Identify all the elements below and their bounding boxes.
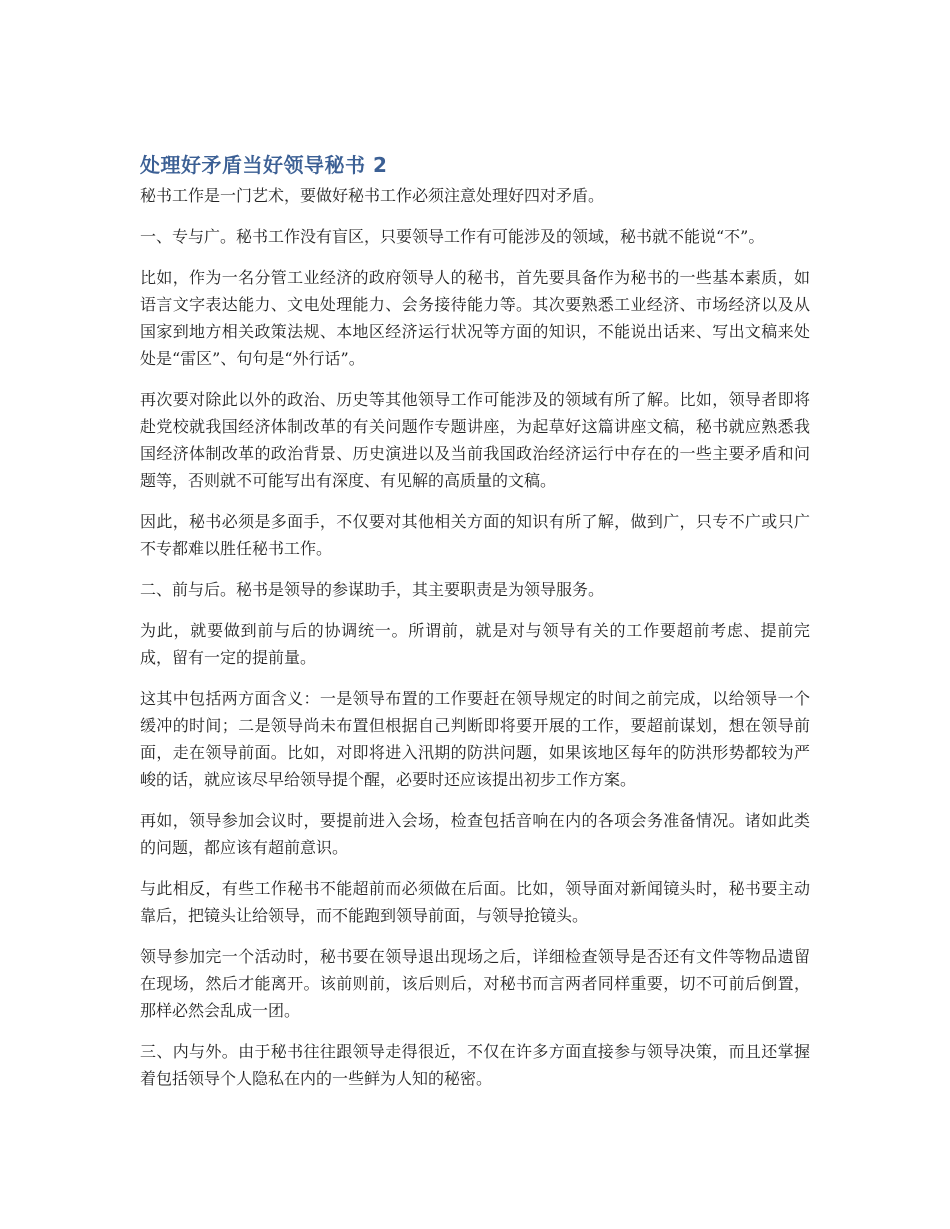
- paragraph-6: 二、前与后。秘书是领导的参谋助手，其主要职责是为领导服务。: [140, 580, 605, 599]
- paragraph-9: 再如，领导参加会议时，要提前进入会场，检查包括音响在内的各项会务准备情况。诸如此类的问题，都应该有超前意识。: [140, 811, 810, 857]
- paragraph-10: 与此相反，有些工作秘书不能超前而必须做在后面。比如，领导面对新闻镜头时，秘书要主动靠后，把镜头让给领导，而不能跑到领导前面，与领导抢镜头。: [140, 879, 810, 925]
- paragraph-12: 三、内与外。由于秘书往往跟领导走得很近，不仅在许多方面直接参与领导决策，而且还掌握着包括领导个人隐私在内的一些鲜为人知的秘密。: [140, 1042, 810, 1088]
- paragraph-3: 比如，作为一名分管工业经济的政府领导人的秘书，首先要具备作为秘书的一些基本素质，如语言文字表达能力、文电处理能力、会务接待能力等。其次要熟悉工业经济、市场经济以及从国家到地方相关政策法规、本地区经济运行状况等方面的知识，不能说出话来、写出文稿来处处是“雷区”、句句是“外行话”。: [140, 268, 810, 368]
- paragraph-1: 秘书工作是一门艺术，要做好秘书工作必须注意处理好四对矛盾。: [140, 186, 605, 205]
- paragraph-4: 再次要对除此以外的政治、历史等其他领导工作可能涉及的领域有所了解。比如，领导者即将赴党校就我国经济体制改革的有关问题作专题讲座，为起草好这篇讲座文稿，秘书就应熟悉我国经济体制改革的政治背景、历史演进以及当前我国政治经济运行中存在的一些主要矛盾和问题等，否则就不可能写出有深度、有见解的高质量的文稿。: [140, 390, 810, 490]
- paragraph-5: 因此，秘书必须是多面手，不仅要对其他相关方面的知识有所了解，做到广，只专不广或只广不专都难以胜任秘书工作。: [140, 512, 810, 558]
- document-page: [140, 150, 810, 1106]
- paragraph-7: 为此，就要做到前与后的协调统一。所谓前，就是对与领导有关的工作要超前考虑、提前完成，留有一定的提前量。: [140, 621, 810, 667]
- document-title: 处理好矛盾当好领导秘书 2: [140, 153, 388, 177]
- paragraph-2: 一、专与广。秘书工作没有盲区，只要领导工作有可能涉及的领域，秘书就不能说“不”。: [140, 227, 765, 246]
- paragraph-8: 这其中包括两方面含义：一是领导布置的工作要赶在领导规定的时间之前完成，以给领导一个缓冲的时间；二是领导尚未布置但根据自己判断即将要开展的工作，要超前谋划，想在领导前面，走在领导前面。比如，对即将进入汛期的防洪问题，如果该地区每年的防洪形势都较为严峻的话，就应该尽早给领导提个醒，必要时还应该提出初步工作方案。: [140, 689, 810, 789]
- paragraph-11: 领导参加完一个活动时，秘书要在领导退出现场之后，详细检查领导是否还有文件等物品遗留在现场，然后才能离开。该前则前，该后则后，对秘书而言两者同样重要，切不可前后倒置，那样必然会乱成一团。: [140, 947, 810, 1020]
